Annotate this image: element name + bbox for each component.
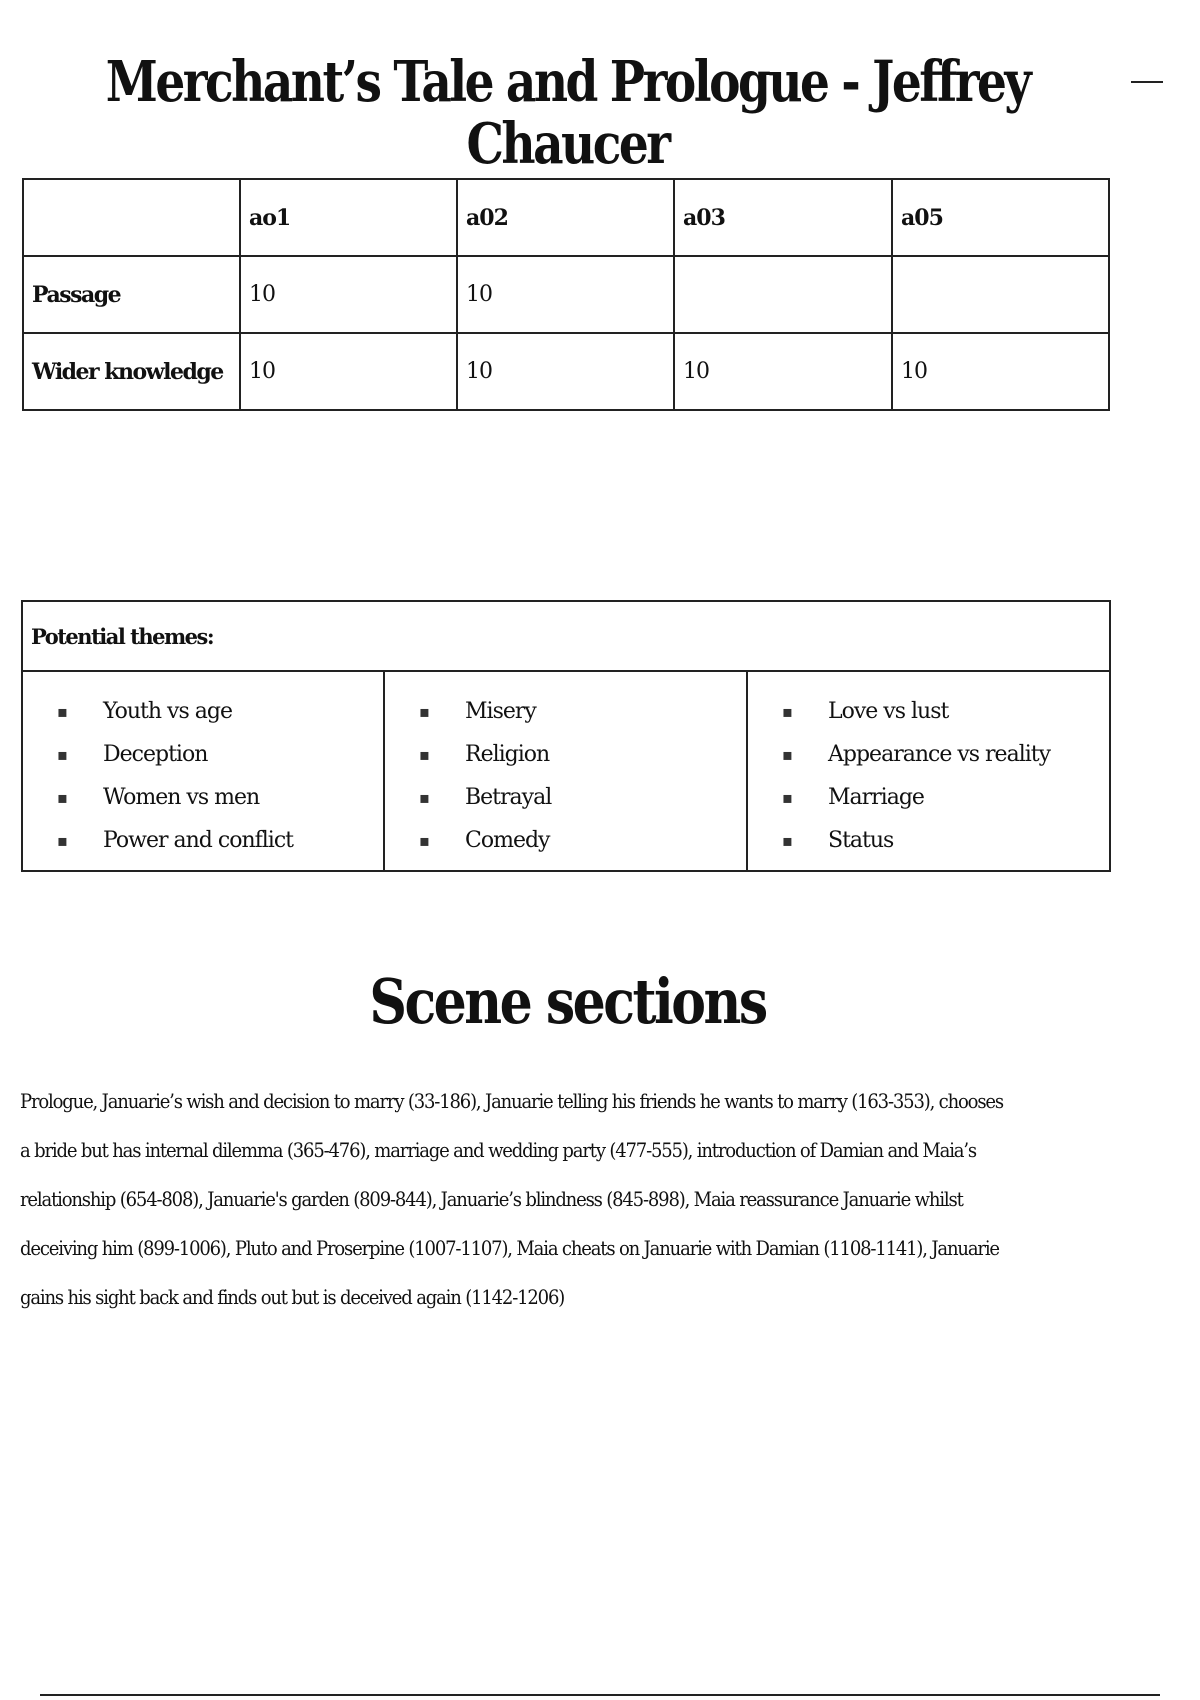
bullet-icon: ▪ bbox=[782, 702, 792, 721]
theme-label: Marriage bbox=[828, 785, 924, 810]
row-label-wider-knowledge: Wider knowledge bbox=[23, 333, 240, 410]
table-cell: 10 bbox=[892, 333, 1109, 410]
theme-label: Religion bbox=[465, 742, 550, 767]
list-item bbox=[57, 733, 383, 776]
table-row-wider-knowledge bbox=[23, 333, 1109, 410]
theme-label: Appearance vs reality bbox=[828, 742, 1051, 767]
table-cell: 10 bbox=[240, 256, 457, 333]
themes-heading: Potential themes: bbox=[22, 601, 1110, 671]
theme-label: Women vs men bbox=[103, 785, 260, 810]
theme-list bbox=[385, 690, 746, 862]
list-item bbox=[419, 733, 746, 776]
scene-sections-text: Prologue, Januarie’s wish and decision to marry (33-186), Januarie telling his friends he wants to marry (163-353), chooses a bride but has internal dilemma (365-476), marriage and wedding party (477-555), introduction of Damian and Maia’s relationship (654-808), Januarie's garden (809-844), Januarie’s blindness (845-898), Maia reassurance Januarie whilst deceiving him (899-1006), Pluto and Proserpine (1007-1107), Maia cheats on Januarie with Damian (1108-1141), Januarie gains his sight back and finds out but is deceived again (1142-1206) bbox=[20, 1089, 1003, 1309]
bullet-icon: ▪ bbox=[57, 788, 67, 807]
list-item bbox=[782, 733, 1109, 776]
bullet-icon: ▪ bbox=[419, 745, 429, 764]
theme-label: Comedy bbox=[465, 828, 550, 853]
table-cell bbox=[892, 256, 1109, 333]
column-header-ao1: ao1 bbox=[240, 179, 457, 256]
bullet-icon: ▪ bbox=[782, 745, 792, 764]
marks-table bbox=[22, 178, 1110, 411]
bullet-icon: ▪ bbox=[419, 788, 429, 807]
bullet-icon: ▪ bbox=[57, 702, 67, 721]
theme-label: Youth vs age bbox=[103, 699, 232, 724]
marks-header-row bbox=[23, 179, 1109, 256]
list-item bbox=[419, 776, 746, 819]
column-header-a05: a05 bbox=[892, 179, 1109, 256]
column-header-a03: a03 bbox=[674, 179, 892, 256]
list-item bbox=[419, 819, 746, 862]
column-header-a02: a02 bbox=[457, 179, 674, 256]
bullet-icon: ▪ bbox=[419, 831, 429, 850]
theme-label: Status bbox=[828, 828, 894, 853]
marks-corner-cell bbox=[23, 179, 240, 256]
theme-label: Betrayal bbox=[465, 785, 552, 810]
list-item bbox=[57, 776, 383, 819]
themes-column-2 bbox=[384, 671, 747, 871]
bullet-icon: ▪ bbox=[782, 831, 792, 850]
scene-sections-heading: Scene sections bbox=[369, 965, 766, 1038]
table-cell: 10 bbox=[457, 333, 674, 410]
bottom-rule-divider bbox=[40, 1694, 1160, 1696]
themes-column-1 bbox=[22, 671, 384, 871]
bullet-icon: ▪ bbox=[782, 788, 792, 807]
bullet-icon: ▪ bbox=[57, 831, 67, 850]
theme-list bbox=[748, 690, 1109, 862]
page-title: Merchant’s Tale and Prologue - Jeffrey Chaucer bbox=[105, 49, 1030, 177]
list-item bbox=[419, 690, 746, 733]
list-item bbox=[782, 819, 1109, 862]
row-label-passage: Passage bbox=[23, 256, 240, 333]
table-row-passage bbox=[23, 256, 1109, 333]
theme-label: Misery bbox=[465, 699, 536, 724]
list-item bbox=[57, 690, 383, 733]
theme-label: Deception bbox=[103, 742, 208, 767]
themes-table bbox=[21, 600, 1111, 872]
bullet-icon: ▪ bbox=[57, 745, 67, 764]
table-cell bbox=[674, 256, 892, 333]
list-item bbox=[782, 690, 1109, 733]
theme-label: Love vs lust bbox=[828, 699, 949, 724]
corner-dash-divider bbox=[1131, 81, 1163, 83]
themes-column-3 bbox=[747, 671, 1110, 871]
themes-body-row bbox=[22, 671, 1110, 871]
themes-header-row bbox=[22, 601, 1110, 671]
theme-list bbox=[23, 690, 383, 862]
table-cell: 10 bbox=[674, 333, 892, 410]
bullet-icon: ▪ bbox=[419, 702, 429, 721]
list-item bbox=[782, 776, 1109, 819]
table-cell: 10 bbox=[240, 333, 457, 410]
theme-label: Power and conflict bbox=[103, 828, 293, 853]
list-item bbox=[57, 819, 383, 862]
table-cell: 10 bbox=[457, 256, 674, 333]
